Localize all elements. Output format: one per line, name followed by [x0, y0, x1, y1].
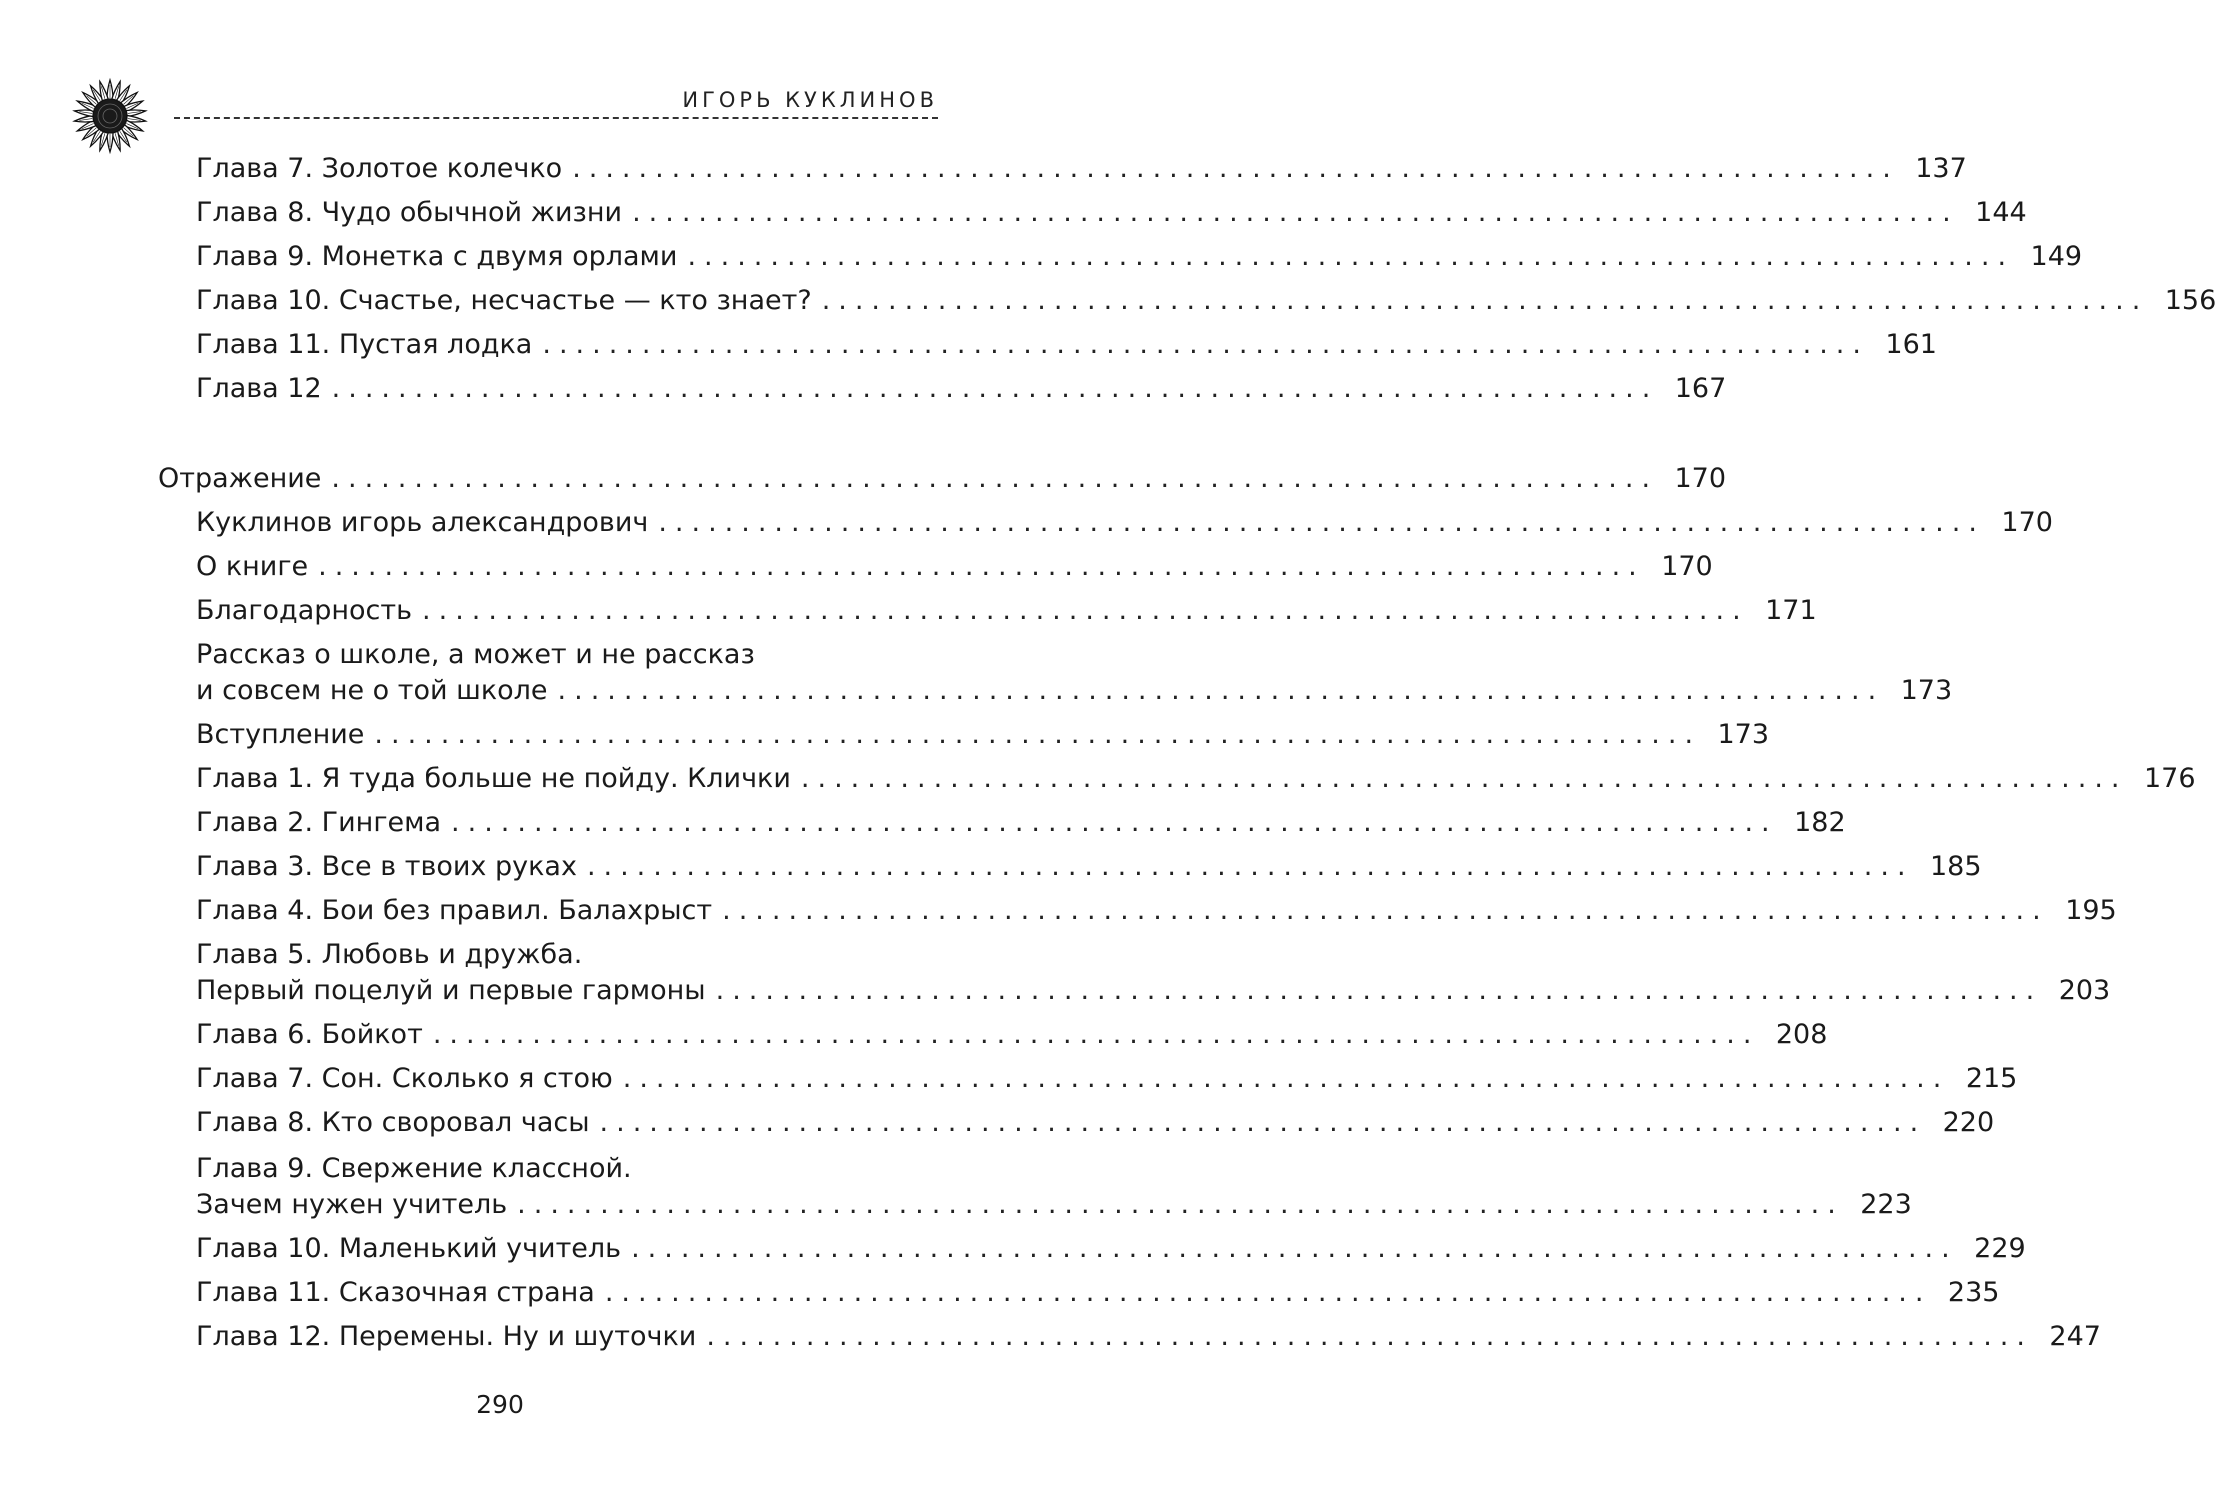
toc-entry	[196, 373, 1727, 404]
dot-leader: ................................................................................	[586, 851, 1914, 882]
sunflower-icon	[68, 74, 152, 158]
toc-entry-page: 195	[2065, 895, 2117, 926]
toc-entry-page: 176	[2143, 763, 2196, 794]
header-dashed-rule	[174, 117, 938, 119]
toc-entry-page: 170	[2001, 507, 2053, 538]
toc-entry-page: 203	[2058, 975, 2111, 1006]
toc-entry-page: 215	[1965, 1063, 2018, 1094]
toc-entry	[196, 285, 2216, 316]
toc-entry-title: Глава 10. Счастье, несчастье — кто знает?	[196, 285, 812, 316]
dot-leader: ................................................................................	[422, 595, 1749, 626]
toc-entry-title: Глава 10. Маленький учитель	[196, 1233, 622, 1264]
toc-entry	[196, 595, 1817, 626]
toc-entry	[196, 719, 1770, 750]
toc-entry	[196, 153, 1967, 184]
dot-leader: ................................................................................	[432, 1019, 1760, 1050]
dot-leader: ................................................................................	[631, 1233, 1958, 1264]
toc-entry-title: Глава 9. Монетка с двумя орлами	[196, 241, 678, 272]
dot-leader: ................................................................................	[318, 551, 1645, 582]
dot-leader: ................................................................................	[557, 675, 1885, 706]
toc-entry-title-line1: Рассказ о школе, а может и не рассказ	[196, 639, 755, 670]
toc-entry-page: 223	[1860, 1189, 1912, 1220]
dot-leader: ................................................................................	[821, 285, 2149, 316]
dot-leader: ................................................................................	[658, 507, 1985, 538]
toc-entry-title: Глава 11. Пустая лодка	[196, 329, 533, 360]
toc-entry	[196, 507, 2053, 538]
toc-section-entry	[158, 463, 1727, 494]
toc-entry-page: 144	[1975, 197, 2027, 228]
dot-leader: ................................................................................	[599, 1107, 1927, 1138]
toc-entry-page: 167	[1674, 373, 1727, 404]
toc-entry-title: и совсем не о той школе	[196, 675, 548, 706]
toc-entry	[196, 329, 1937, 360]
dot-leader: ................................................................................	[622, 1063, 1950, 1094]
dot-leader: ................................................................................	[572, 153, 1899, 184]
toc-entry	[196, 1107, 1995, 1138]
toc-entry-page: 208	[1775, 1019, 1828, 1050]
dot-leader: ................................................................................	[517, 1189, 1844, 1220]
toc-entry-title: Глава 1. Я туда больше не пойду. Клички	[196, 763, 791, 794]
toc-entry-title: Глава 12	[196, 373, 322, 404]
dot-leader: ................................................................................	[715, 975, 2043, 1006]
toc-entry	[196, 763, 2196, 794]
toc-entry	[196, 895, 2117, 926]
toc-entry-title: Глава 7. Золотое колечко	[196, 153, 563, 184]
toc-entry	[196, 1063, 2018, 1094]
toc-entry-title-line1: Глава 9. Свержение классной.	[196, 1153, 632, 1184]
dot-leader: ................................................................................	[604, 1277, 1932, 1308]
toc-entry-page: 185	[1930, 851, 1982, 882]
toc-entry-title: Глава 2. Гингема	[196, 807, 442, 838]
dot-leader: ................................................................................	[331, 373, 1659, 404]
toc-entry	[196, 675, 1953, 706]
toc-entry-title: Глава 3. Все в твоих руках	[196, 851, 577, 882]
toc-entry-page: 229	[1974, 1233, 2026, 1264]
toc-entry-page: 247	[2049, 1321, 2101, 1352]
toc-entry-title: Зачем нужен учитель	[196, 1189, 508, 1220]
toc-entry-title: О книге	[196, 551, 309, 582]
toc-entry-page: 137	[1915, 153, 1967, 184]
toc-entry-page: 220	[1942, 1107, 1995, 1138]
toc-entry-title: Глава 12. Перемены. Ну и шуточки	[196, 1321, 697, 1352]
toc-entry-title: Глава 11. Сказочная страна	[196, 1277, 595, 1308]
dot-leader: ................................................................................	[374, 719, 1702, 750]
toc-entry	[196, 1189, 1912, 1220]
toc-entry-title: Глава 8. Чудо обычной жизни	[196, 197, 623, 228]
toc-entry-page: 235	[1947, 1277, 2000, 1308]
toc-entry-title: Вступление	[196, 719, 365, 750]
dot-leader: ................................................................................	[632, 197, 1959, 228]
toc-entry-page: 182	[1794, 807, 1846, 838]
toc-entry	[196, 1321, 2101, 1352]
toc-entry	[196, 1233, 2026, 1264]
toc-entry-title: Глава 8. Кто своровал часы	[196, 1107, 590, 1138]
toc-entry-page: 156	[2164, 285, 2216, 316]
toc-entry-page: 170	[1674, 463, 1727, 494]
toc-entry-title: Первый поцелуй и первые гармоны	[196, 975, 706, 1006]
dot-leader: ................................................................................	[687, 241, 2015, 272]
toc-entry-page: 173	[1900, 675, 1953, 706]
toc-entry-page: 161	[1885, 329, 1937, 360]
dot-leader: ................................................................................	[542, 329, 1869, 360]
dot-leader: ................................................................................	[331, 463, 1659, 494]
toc-entry-title: Глава 6. Бойкот	[196, 1019, 423, 1050]
page-number: 290	[476, 1390, 524, 1419]
dot-leader: ................................................................................	[451, 807, 1778, 838]
toc-entry	[196, 975, 2111, 1006]
toc-entry	[196, 1019, 1828, 1050]
toc-entry-title-line1: Глава 5. Любовь и дружба.	[196, 939, 583, 970]
running-header-author: ИГОРЬ КУКЛИНОВ	[682, 88, 938, 112]
toc-entry-title: Куклинов игорь александрович	[196, 507, 649, 538]
dot-leader: ................................................................................	[722, 895, 2049, 926]
toc-entry-page: 170	[1661, 551, 1713, 582]
toc-entry	[196, 197, 2027, 228]
toc-entry	[196, 851, 1982, 882]
toc-entry-page: 149	[2030, 241, 2083, 272]
dot-leader: ................................................................................	[706, 1321, 2033, 1352]
toc-entry	[196, 241, 2083, 272]
toc-entry-page: 173	[1717, 719, 1770, 750]
dot-leader: ................................................................................	[800, 763, 2128, 794]
toc-entry-title: Глава 4. Бои без правил. Балахрыст	[196, 895, 713, 926]
toc-entry-title: Глава 7. Сон. Сколько я стою	[196, 1063, 613, 1094]
toc-entry	[196, 551, 1713, 582]
toc-entry-title: Отражение	[158, 463, 322, 494]
toc-entry	[196, 1277, 2000, 1308]
toc-entry-page: 171	[1765, 595, 1817, 626]
toc-entry-title: Благодарность	[196, 595, 413, 626]
toc-entry	[196, 807, 1846, 838]
